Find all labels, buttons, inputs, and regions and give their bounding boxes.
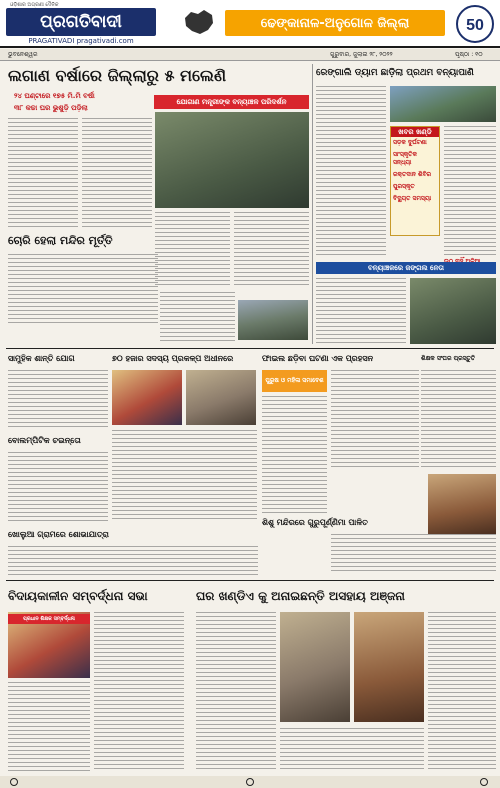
flood-tour-photo bbox=[155, 112, 309, 208]
temple-body bbox=[8, 254, 158, 324]
cheque-body bbox=[8, 452, 108, 522]
school-headline[interactable]: ଶିଶୁ ମନ୍ଦିରରେ ଗୁରୁପୂର୍ଣ୍ଣିମା ପାଳିତ bbox=[262, 518, 368, 527]
dam-body bbox=[316, 86, 386, 256]
registration-mark-center bbox=[246, 778, 254, 786]
home-photo-1 bbox=[280, 612, 350, 722]
anniversary-logo bbox=[455, 4, 495, 44]
home-headline[interactable]: ଘର ଖଣ୍ଡିଏ କୁ ଅନାଇଛନ୍ତି ଅସହାୟ ଅଞ୍ଜନା bbox=[196, 588, 405, 603]
masthead-meta: ଓଡ଼ିଶାର ଅଗ୍ରଣୀ ଦୈନିକ bbox=[10, 2, 59, 8]
dateline-city: ଭୁବନେଶ୍ୱର bbox=[8, 51, 38, 58]
region-banner: ଢେଙ୍କାନାଳ-ଅନୁଗୋଳ ଜିଲ୍ଲା bbox=[225, 10, 445, 36]
farewell-banner: ପ୍ରଧାନ ଶିକ୍ଷକ ସମ୍ବର୍ଦ୍ଧନା bbox=[8, 614, 90, 624]
temple-headline[interactable]: ଚୋରି ହେଲା ମନ୍ଦିର ମୂର୍ତ୍ତି bbox=[8, 234, 113, 247]
dam-headline[interactable]: ରେଙ୍ଗାଲି ଡ୍ୟାମ ଛାଡ଼ିଲା ପ୍ରଥମ ବନ୍ୟାପାଣି bbox=[316, 68, 474, 78]
news-brief-box bbox=[390, 126, 440, 236]
protest-box-title: ପୁରୁଷ ଓ ମହିଳା ସମାବେଶ bbox=[262, 370, 327, 392]
file-body bbox=[331, 370, 419, 470]
village-body bbox=[8, 546, 258, 576]
anniversary-number: 50 bbox=[466, 17, 484, 34]
side-body bbox=[444, 126, 496, 256]
protest-body bbox=[262, 396, 327, 516]
dateline-date: ଗୁରୁବାର, ଜୁଲାଇ ୨୮, ୨୦୨୨ bbox=[330, 51, 393, 58]
small-story-headline[interactable]: ଶିକ୍ଷକ ସଂଘର ପ୍ରସ୍ତୁତି bbox=[421, 355, 476, 362]
home-body-col3 bbox=[428, 612, 496, 772]
farewell-headline[interactable]: ବିଦାୟକାଳୀନ ସମ୍ବର୍ଦ୍ଧନା ସଭା bbox=[8, 588, 148, 603]
farewell-body bbox=[94, 612, 184, 772]
school-body bbox=[331, 534, 496, 574]
flood-tour-headline[interactable]: ଯୋଗାଣ ମନ୍ତ୍ରୀଙ୍କ ବନ୍ୟାଞ୍ଚଳ ପରିଦର୍ଶନ bbox=[154, 95, 309, 109]
news-brief-item-4[interactable]: ପୁରସ୍କୃତ bbox=[393, 183, 415, 190]
home-body-col1 bbox=[196, 612, 276, 772]
dam-photo bbox=[390, 86, 496, 122]
forest-photo bbox=[410, 278, 496, 344]
ward-body bbox=[8, 370, 108, 430]
ward-headline[interactable]: ସାମୁହିକ ଶାନ୍ତି ଯୋଗ bbox=[8, 354, 75, 363]
small-story-body bbox=[421, 370, 496, 470]
lead-body-col1 bbox=[8, 118, 78, 228]
temple-photo bbox=[238, 300, 308, 340]
forest-headline[interactable]: ବନ୍ୟାଞ୍ଚଳରେ ଜଙ୍ଗଲ ନେତା bbox=[316, 262, 496, 274]
file-headline[interactable]: ଫାଇଲ ଛଡ଼ିବା ଘଟଣା ଏକ ପ୍ରହସନ bbox=[262, 354, 374, 363]
farewell-body-2 bbox=[8, 682, 90, 772]
flood-body-col1 bbox=[155, 212, 230, 287]
news-brief-item-2[interactable]: ସାଂସ୍କୃତିକ ସନ୍ଧ୍ୟା bbox=[393, 151, 417, 166]
forest-body bbox=[316, 278, 406, 344]
flood-body-col2 bbox=[234, 212, 309, 287]
lead-bullet-2: ୩୮ କଚ୍ଚା ଘର ଭୁଶୁଡ଼ି ପଡ଼ିଲା bbox=[14, 104, 88, 112]
district-map-icon bbox=[182, 8, 216, 36]
dateline-bar bbox=[0, 49, 500, 61]
home-photo-2 bbox=[354, 612, 424, 722]
news-brief-item-1[interactable]: ସଡ଼କ ଦୁର୍ଘଟଣା bbox=[393, 139, 427, 146]
home-body-col2 bbox=[280, 728, 424, 772]
members-photo-1 bbox=[112, 370, 182, 425]
dateline-page: ପୃଷ୍ଠା : ୧୦ bbox=[455, 51, 483, 58]
lead-bullet-1: ୨୪ ଘଣ୍ଟାରେ ୧୭୫ ମି.ମି ବର୍ଷା bbox=[14, 92, 95, 100]
lead-body-col2 bbox=[82, 118, 152, 228]
registration-mark-left bbox=[10, 778, 18, 786]
news-brief-title: ଖବର ଖଣ୍ଡି bbox=[391, 127, 439, 137]
cheque-headline[interactable]: ବୋଲମ୍ପିଟିକ ଚଇନ୍ତୋ bbox=[8, 436, 81, 445]
news-brief-item-5[interactable]: ବିଦ୍ୟୁତ ସମସ୍ୟା bbox=[393, 195, 432, 202]
school-photo bbox=[428, 474, 496, 534]
temple-body-2 bbox=[160, 292, 235, 342]
news-brief-item-3[interactable]: ରକ୍ତଦାନ ଶିବିର bbox=[393, 171, 432, 178]
registration-mark-right bbox=[480, 778, 488, 786]
lead-headline[interactable]: ଲଗାଣ ବର୍ଷାରେ ଜିଲ୍ଲାରୁ ୫ ମଲେଣି bbox=[8, 66, 227, 85]
members-body bbox=[112, 430, 257, 520]
logo-subtitle: PRAGATIVADI pragativadi.com bbox=[28, 37, 134, 45]
newspaper-logo[interactable]: ପ୍ରଗତିବାଦୀ bbox=[6, 8, 156, 36]
members-photo-2 bbox=[186, 370, 256, 425]
village-headline[interactable]: ଖୋଲୁଆ ଗ୍ରାମରେ ଶୋଭାଯାତ୍ରା bbox=[8, 530, 109, 539]
members-headline[interactable]: ୭୦ ହଜାର ସଦସ୍ୟ ପ୍ରକଳ୍ପ ଅଧୀନରେ bbox=[112, 354, 234, 363]
